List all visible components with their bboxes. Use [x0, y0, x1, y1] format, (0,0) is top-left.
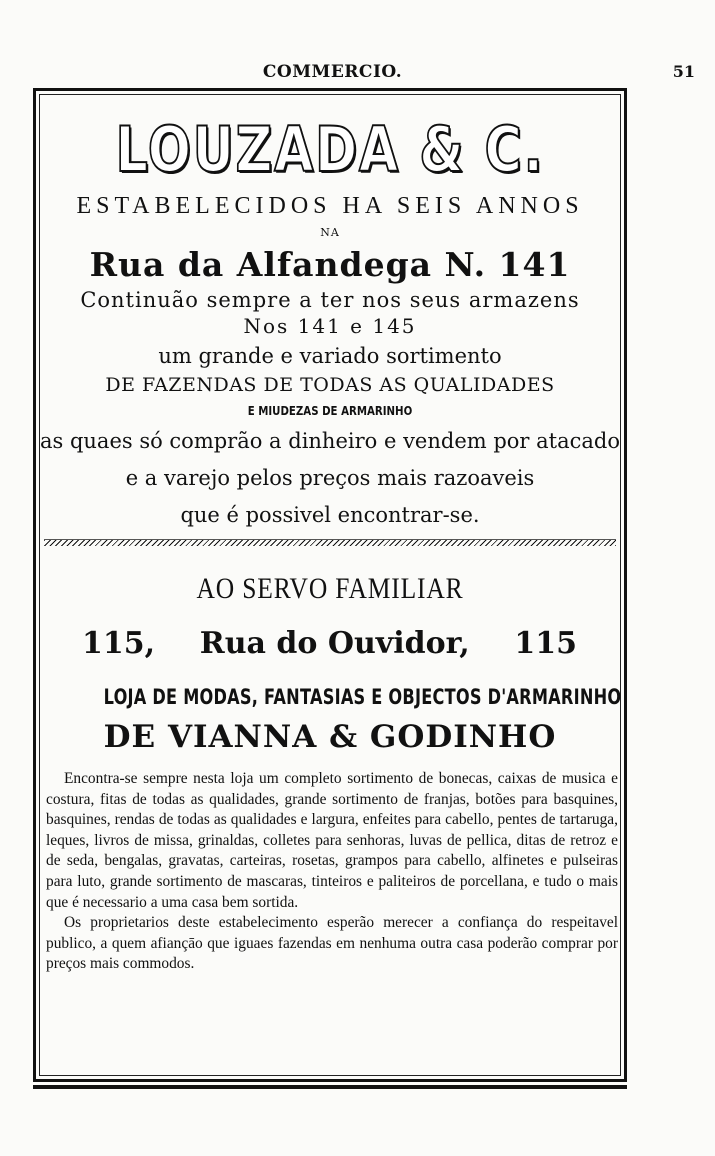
firm-logo: LOUZADA & C.	[115, 113, 545, 186]
wavy-divider	[44, 539, 616, 546]
page-header	[40, 62, 695, 84]
address-number-right: 115	[514, 626, 577, 661]
ad1-numbers: Nos 141 e 145	[243, 314, 417, 338]
advertisement-frame	[33, 88, 627, 1082]
ad1-line-2: um grande e variado sortimento	[158, 344, 502, 368]
ad2-body	[46, 769, 618, 975]
shop-name: AO SERVO FAMILIAR	[196, 572, 464, 605]
ad1-line-6: e a varejo pelos preços mais razoaveis	[125, 466, 535, 490]
address-number-left: 115,	[82, 626, 156, 661]
ad1-line-1: Continuão sempre a ter nos seus armazens	[80, 288, 580, 312]
owners-line: DE VIANNA & GODINHO	[103, 719, 557, 755]
address-line: Rua da Alfandega N. 141	[89, 245, 571, 284]
shop-description: LOJA DE MODAS, FANTASIAS E OBJECTOS D'ARMARINHO	[103, 685, 622, 709]
running-title: COMMERCIO.	[262, 62, 403, 82]
ad1-line-3: DE FAZENDAS DE TODAS AS QUALIDADES	[105, 374, 555, 396]
ad1-line-5: as quaes só comprão a dinheiro e vendem por atacado	[39, 429, 620, 453]
established-line: ESTABELECIDOS HA SEIS ANNOS	[76, 193, 584, 219]
na-line: NA	[320, 226, 340, 239]
ad1-line-7: que é possivel encontrar-se.	[180, 503, 480, 527]
ad1-line-4: E MIUDEZAS DE ARMARINHO	[247, 404, 413, 418]
bottom-rule	[33, 1085, 627, 1089]
address-street: Rua do Ouvidor,	[199, 626, 470, 661]
ad2-paragraph-2: Os proprietarios deste estabelecimento esperão merecer a confiança do respeitavel publico, a quem afiançāo que iguaes fazendas em nenhuma outra casa poderão comprar por preços mais commodos.	[46, 914, 618, 973]
page-number: 51	[672, 62, 695, 81]
ad2-paragraph-1: Encontra-se sempre nesta loja um completo sortimento de bonecas, caixas de musica e costura, fitas de todas as qualidades, grande sortimento de franjas, botões para basquines, basquines, rendas de todas as qualidades e largura, enfeites para cabello, pentes de tartaruga, leques, livros de missa, grinaldas, colletes para senhoras, luvas de pellica, ditas de retroz e de seda, bengalas, gravatas, carteiras, rosetas, grampos para cabello, alfinetes e pulseiras para luto, grande sortimento de mascaras, tinteiros e paliteiros de porcellana, e tudo o mais que é necessario a uma casa bem sortida.	[46, 770, 618, 911]
ouvidor-address	[36, 626, 624, 661]
